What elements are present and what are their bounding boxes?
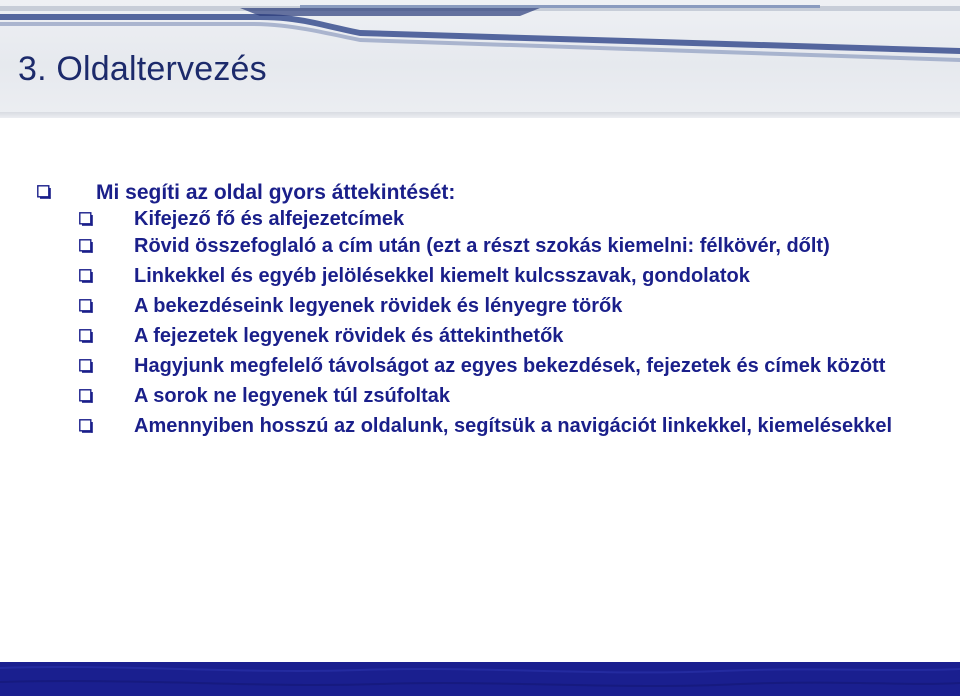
slide-title: 3. Oldaltervezés bbox=[18, 50, 267, 88]
checkbox-bullet-icon bbox=[79, 212, 93, 226]
list-item-text: Amennyiben hosszú az oldalunk, segítsük a navigációt linkekkel, kiemelésekkel bbox=[134, 415, 893, 437]
list-item-text: A fejezetek legyenek rövidek és áttekinthetők bbox=[134, 325, 564, 347]
checkbox-bullet-icon bbox=[79, 359, 93, 373]
footer-pattern bbox=[0, 662, 960, 696]
slide-content bbox=[0, 180, 960, 445]
header-shadow bbox=[0, 112, 960, 118]
list-item bbox=[0, 208, 960, 230]
list-item-text: A sorok ne legyenek túl zsúfoltak bbox=[134, 385, 451, 407]
checkbox-bullet-icon bbox=[37, 185, 51, 199]
checkbox-bullet-icon bbox=[79, 299, 93, 313]
list-item-text: Kifejező fő és alfejezetcímek bbox=[134, 208, 405, 230]
header-band bbox=[0, 0, 960, 118]
list-item-text: A bekezdéseink legyenek rövidek és lényegre törők bbox=[134, 295, 623, 317]
list-item bbox=[0, 235, 960, 257]
checkbox-bullet-icon bbox=[79, 329, 93, 343]
list-item-text: Hagyjunk megfelelő távolságot az egyes bekezdések, fejezetek és címek között bbox=[134, 355, 886, 377]
checkbox-bullet-icon bbox=[79, 419, 93, 433]
list-item-text: Rövid összefoglaló a cím után (ezt a részt szokás kiemelni: félkövér, dőlt) bbox=[134, 235, 830, 257]
checkbox-bullet-icon bbox=[79, 269, 93, 283]
list-item bbox=[0, 265, 960, 287]
sub-bullet-list bbox=[0, 208, 960, 437]
list-item bbox=[0, 385, 960, 407]
list-item bbox=[0, 325, 960, 347]
list-item bbox=[0, 295, 960, 317]
checkbox-bullet-icon bbox=[79, 389, 93, 403]
main-bullet-label: Mi segíti az oldal gyors áttekintését: bbox=[96, 181, 456, 204]
footer-bar bbox=[0, 662, 960, 696]
list-item-text: Linkekkel és egyéb jelölésekkel kiemelt kulcsszavak, gondolatok bbox=[134, 265, 750, 287]
list-item bbox=[0, 415, 960, 437]
list-item bbox=[0, 355, 960, 377]
checkbox-bullet-icon bbox=[79, 239, 93, 253]
main-bullet bbox=[0, 180, 960, 208]
